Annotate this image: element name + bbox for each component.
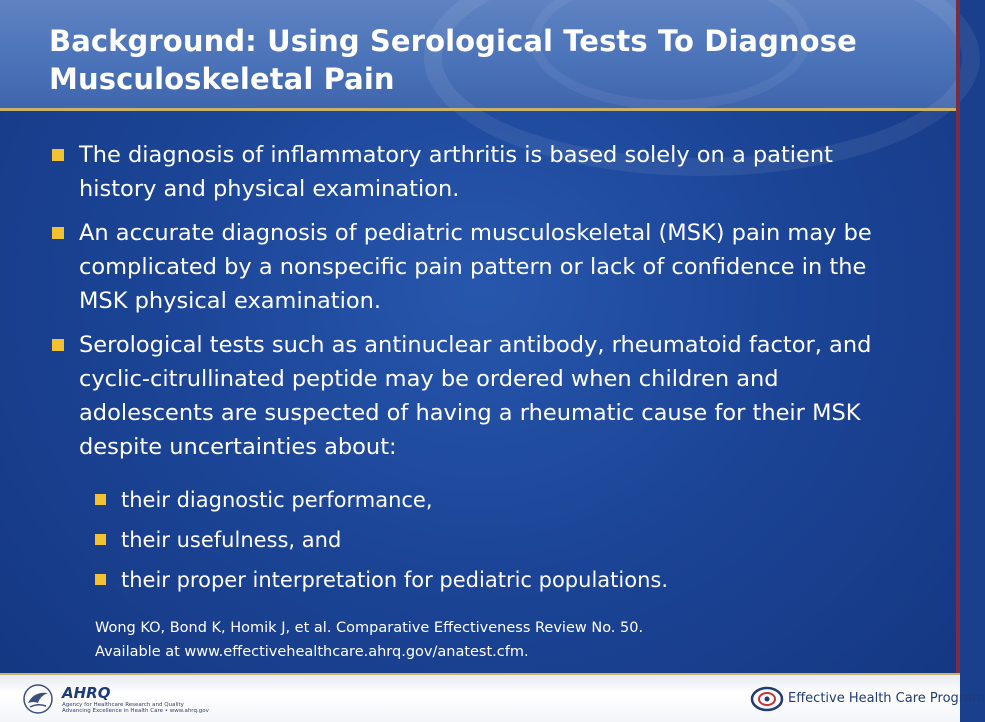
effective-health-care-logo-icon — [750, 684, 784, 714]
bullet-item — [52, 328, 912, 464]
bullet-text: An accurate diagnosis of pediatric musculoskeletal (MSK) pain may be complicated by a nonspecific pain pattern or lack of confidence in the MSK physical examination. — [79, 220, 872, 314]
sub-bullet-list — [95, 484, 915, 604]
bullet-text: The diagnosis of inflammatory arthritis is based solely on a patient history and physical examination. — [79, 142, 833, 202]
ehc-name: Effective Health Care Program — [788, 691, 985, 706]
bullet-square-icon — [52, 149, 64, 161]
footer-bar — [0, 673, 985, 722]
bullet-square-icon — [52, 339, 64, 351]
sub-bullet-square-icon — [95, 534, 106, 545]
title-bar — [0, 0, 960, 108]
bullet-text: Serological tests such as antinuclear antibody, rheumatoid factor, and cyclic-citrullinated peptide may be ordered when children and adolescents are suspected of having a rheumatic cause for their MSK despite uncertainties about: — [79, 332, 872, 460]
slide-title: Background: Using Serological Tests To Diagnose Musculoskeletal Pain — [49, 24, 857, 96]
bullet-square-icon — [52, 227, 64, 239]
effective-health-care-logo — [750, 684, 985, 714]
bullet-item — [52, 216, 912, 318]
sub-bullet-item — [95, 484, 915, 516]
hhs-eagle-icon — [20, 683, 56, 715]
title-divider — [0, 108, 960, 111]
ahrq-name: AHRQ — [62, 684, 111, 702]
citation-line-2: Available at www.effectivehealthcare.ahrq.gov/anatest.cfm. — [95, 644, 529, 660]
sub-bullet-square-icon — [95, 494, 106, 505]
bullet-item — [52, 138, 912, 206]
bullet-list — [52, 138, 912, 474]
right-edge-accent — [956, 0, 960, 720]
ahrq-logo-icon — [62, 684, 212, 714]
ahrq-tagline: Agency for Healthcare Research and Quality — [62, 702, 184, 708]
sub-bullet-text: their diagnostic performance, — [121, 488, 433, 512]
ahrq-subtagline: Advancing Excellence in Health Care • www.ahrq.gov — [62, 708, 209, 714]
citation-line-1: Wong KO, Bond K, Homik J, et al. Comparative Effectiveness Review No. 50. — [95, 620, 644, 636]
sub-bullet-text: their proper interpretation for pediatric populations. — [121, 568, 668, 592]
sub-bullet-item — [95, 524, 915, 556]
sub-bullet-square-icon — [95, 574, 106, 585]
citation — [95, 616, 855, 664]
sub-bullet-item — [95, 564, 915, 596]
sub-bullet-text: their usefulness, and — [121, 528, 342, 552]
